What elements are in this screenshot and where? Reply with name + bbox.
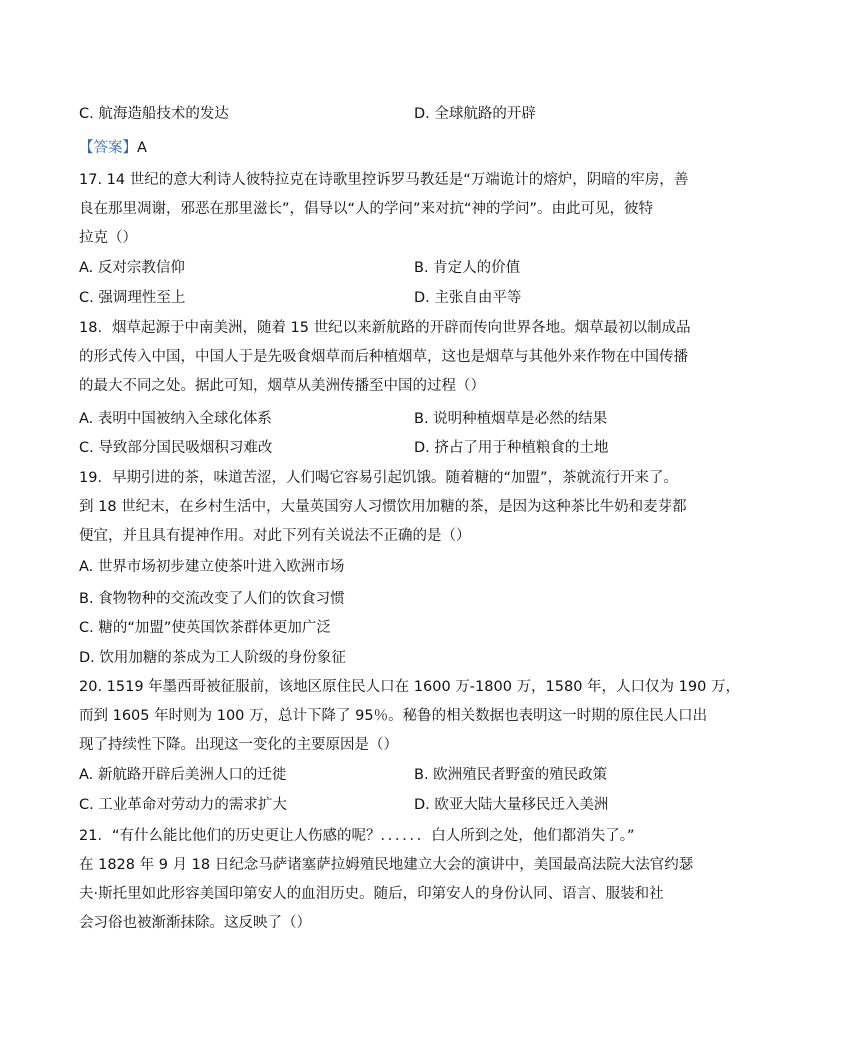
q16-option-d: D. 全球航路的开辟 xyxy=(414,106,536,122)
q21-stem-line-2: 在 1828 年 9 月 18 日纪念马萨诸塞萨拉姆殖民地建立大会的演讲中，美国最高法院大法官约瑟 xyxy=(79,857,694,873)
q17-option-b: B. 肯定人的价值 xyxy=(414,260,521,276)
q20-stem-line-1: 20. 1519 年墨西哥被征服前，该地区原住民人口在 1600 万-1800 万，1580 年，人口仅为 190 万， xyxy=(79,679,740,695)
q17-stem-line-1: 17. 14 世纪的意大利诗人彼特拉克在诗歌里控诉罗马教廷是“万端诡计的熔炉，阴暗的牢房，善 xyxy=(79,172,689,188)
q18-stem-line-1: 18．烟草起源于中南美洲，随着 15 世纪以来新航路的开辟而传向世界各地。烟草最初以制成品 xyxy=(79,320,691,336)
q17-stem-line-2: 良在那里凋谢，邪恶在那里滋长”，倡导以“人的学问”来对抗“神的学问”。由此可见，彼特 xyxy=(79,201,654,217)
q18-option-b: B. 说明种植烟草是必然的结果 xyxy=(414,411,608,427)
q19-stem-line-1: 19．早期引进的茶，味道苦涩，人们喝它容易引起饥饿。随着糖的“加盟”，茶就流行开来了。 xyxy=(79,470,678,486)
q20-stem-line-3: 现了持续性下降。出现这一变化的主要原因是（） xyxy=(79,737,398,753)
q20-option-a: A. 新航路开辟后美洲人口的迁徙 xyxy=(79,767,287,783)
q21-stem-line-3: 夫·斯托里如此形容美国印第安人的血泪历史。随后，印第安人的身份认同、语言、服装和社 xyxy=(79,886,664,902)
q18-option-c: C. 导致部分国民吸烟积习难改 xyxy=(79,440,273,456)
q20-option-c: C. 工业革命对劳动力的需求扩大 xyxy=(79,797,287,813)
q17-stem-line-3: 拉克（） xyxy=(79,230,137,246)
q18-stem-line-2: 的形式传入中国，中国人于是先吸食烟草而后种植烟草，这也是烟草与其他外来作物在中国传播 xyxy=(79,349,688,365)
q20-option-d: D. 欧亚大陆大量移民迁入美洲 xyxy=(414,797,609,813)
q21-stem-line-4: 会习俗也被渐渐抹除。这反映了（） xyxy=(79,915,311,931)
q17-option-c: C. 强调理性至上 xyxy=(79,290,186,306)
q19-option-d: D. 饮用加糖的茶成为工人阶级的身份象征 xyxy=(79,650,346,666)
q18-option-d: D. 挤占了用于种植粮食的土地 xyxy=(414,440,609,456)
q19-option-c: C. 糖的“加盟”使英国饮茶群体更加广泛 xyxy=(79,620,331,636)
q19-option-b: B. 食物物种的交流改变了人们的饮食习惯 xyxy=(79,591,345,607)
q16-option-c: C. 航海造船技术的发达 xyxy=(79,106,229,122)
q17-option-d: D. 主张自由平等 xyxy=(414,290,522,306)
q20-stem-line-2: 而到 1605 年时则为 100 万，总计下降了 95％。秘鲁的相关数据也表明这一时期的原住民人口出 xyxy=(79,708,708,724)
answer-tag: 【答案】 xyxy=(79,140,137,156)
q18-stem-line-3: 的最大不同之处。据此可知，烟草从美洲传播至中国的过程（） xyxy=(79,378,485,394)
q19-stem-line-3: 便宜，并且具有提神作用。对此下列有关说法不正确的是（） xyxy=(79,528,471,544)
q19-option-a: A. 世界市场初步建立使茶叶进入欧洲市场 xyxy=(79,559,345,575)
q20-option-b: B. 欧洲殖民者野蛮的殖民政策 xyxy=(414,767,608,783)
q17-option-a: A. 反对宗教信仰 xyxy=(79,260,185,276)
q16-answer xyxy=(79,138,147,158)
q21-stem-line-1: 21．“有什么能比他们的历史更让人伤感的呢？．．．．．．白人所到之处，他们都消失了。” xyxy=(79,828,635,844)
answer-value: A xyxy=(137,140,147,156)
q19-stem-line-2: 到 18 世纪末，在乡村生活中，大量英国穷人习惯饮用加糖的茶，是因为这种茶比牛奶和麦芽都 xyxy=(79,499,687,515)
q18-option-a: A. 表明中国被纳入全球化体系 xyxy=(79,411,272,427)
